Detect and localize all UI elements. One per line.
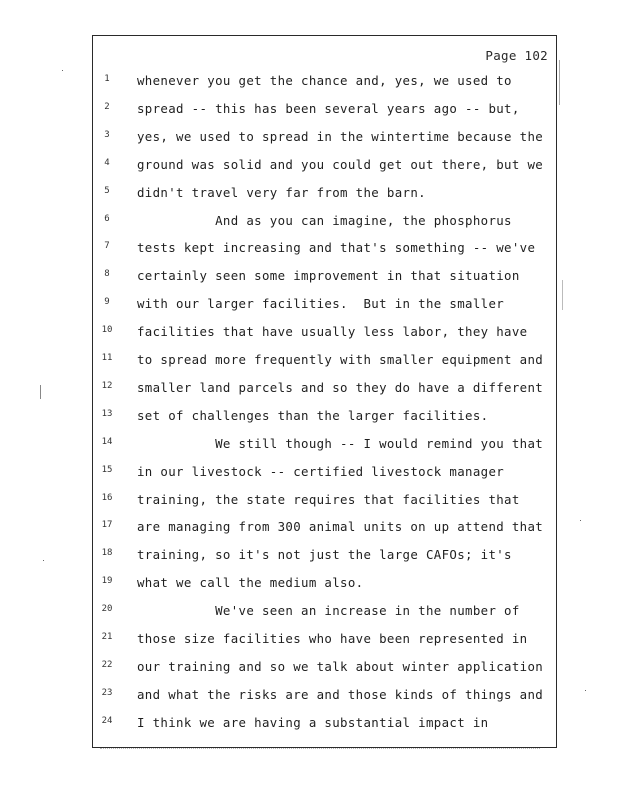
scan-speck [585,690,586,691]
scan-speck [62,70,63,71]
transcript-line: in our livestock -- certified livestock manager [137,463,505,479]
transcript-line: We still though -- I would remind you that [137,435,544,451]
line-number: 7 [104,241,110,252]
line-number: 4 [104,157,110,168]
scan-mark-right-lower [562,280,563,310]
transcript-line: with our larger facilities. But in the smaller [137,296,505,312]
line-number: 12 [101,380,113,391]
scan-speck [43,560,44,561]
transcript-line: didn't travel very far from the barn. [137,184,426,200]
transcript-line: certainly seen some improvement in that situation [137,268,520,284]
line-number: 5 [104,185,110,196]
line-number: 3 [104,129,110,140]
transcript-line: to spread more frequently with smaller equipment and [137,352,544,367]
line-number: 2 [104,101,110,112]
line-number: 17 [101,520,113,531]
transcript-line: And as you can imagine, the phosphorus [137,212,512,228]
transcript-line: are managing from 300 animal units on up attend that [137,519,544,535]
line-number: 21 [101,632,113,642]
transcript-line: tests kept increasing and that's something -- we've [137,240,536,256]
line-number: 1 [104,74,110,84]
transcript-line: I think we are having a substantial impact in [137,714,489,730]
scan-footer-noise [100,748,540,750]
line-number: 8 [104,269,110,280]
line-number: 16 [101,492,113,503]
scan-mark-right [559,60,560,105]
line-number: 10 [101,325,113,336]
line-number: 14 [101,436,113,447]
line-number: 24 [101,715,113,726]
transcript-line: We've seen an increase in the number of [137,603,520,619]
transcript-line: set of challenges than the larger facilities. [137,407,489,423]
transcript-line: and what the risks are and those kinds of things and [137,686,544,702]
transcript-line: training, the state requires that facilities that [137,491,520,507]
transcript-line: smaller land parcels and so they do have a different [137,379,544,395]
line-number: 11 [101,353,113,363]
transcript-line: facilities that have usually less labor, they have [137,324,528,340]
transcript-page [92,35,557,748]
page-number: Page 102 [485,48,548,63]
transcript-line: what we call the medium also. [137,575,364,591]
scan-mark-left [40,385,41,399]
transcript-line: ground was solid and you could get out there, but we [137,156,544,172]
line-number: 20 [101,604,113,615]
line-number: 22 [101,659,113,670]
line-number: 9 [104,297,110,308]
transcript-line: training, so it's not just the large CAFOs; it's [137,547,512,563]
transcript-line: whenever you get the chance and, yes, we used to [137,73,512,88]
scan-speck [580,520,581,521]
transcript-line: our training and so we talk about winter application [137,658,544,674]
transcript-line: those size facilities who have been represented in [137,631,528,646]
line-number: 6 [104,213,110,224]
transcript-line: yes, we used to spread in the wintertime because the [137,128,544,144]
line-number: 18 [101,548,113,559]
line-number: 23 [101,687,113,698]
line-number: 19 [101,576,113,587]
line-number: 13 [101,408,113,419]
transcript-line: spread -- this has been several years ago -- but, [137,100,520,116]
line-number: 15 [101,464,113,475]
